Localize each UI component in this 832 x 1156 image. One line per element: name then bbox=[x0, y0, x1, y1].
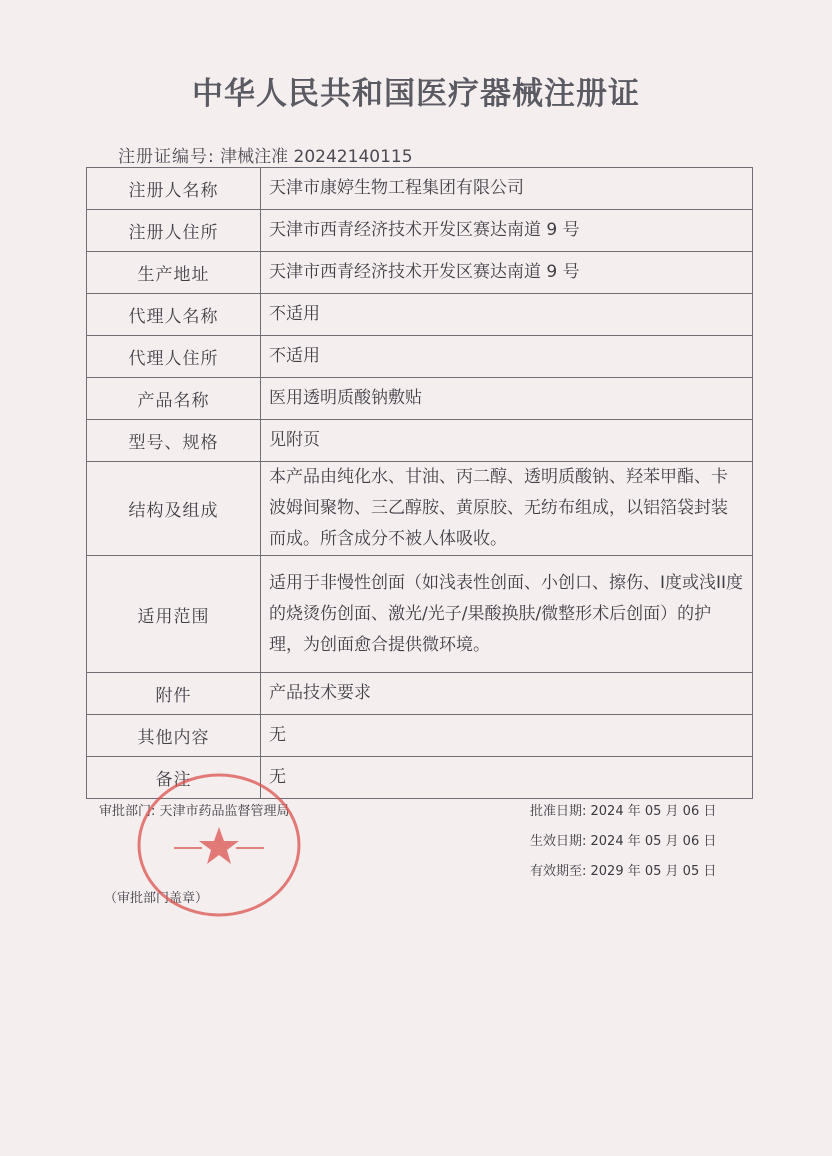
row-value: 不适用 bbox=[261, 294, 753, 336]
row-value: 天津市西青经济技术开发区赛达南道 9 号 bbox=[261, 252, 753, 294]
row-key: 产品名称 bbox=[87, 378, 261, 420]
registration-table bbox=[86, 167, 753, 799]
table-row bbox=[87, 715, 753, 757]
expiry-date: 有效期至: 2029 年 05 月 05 日 bbox=[530, 864, 717, 879]
table-row bbox=[87, 556, 753, 673]
row-key: 型号、规格 bbox=[87, 420, 261, 462]
row-value: 见附页 bbox=[261, 420, 753, 462]
row-key: 附件 bbox=[87, 673, 261, 715]
table-row bbox=[87, 378, 753, 420]
dates-block bbox=[530, 800, 716, 890]
row-key: 适用范围 bbox=[87, 556, 261, 673]
row-value: 医用透明质酸钠敷贴 bbox=[261, 378, 753, 420]
table-row bbox=[87, 673, 753, 715]
row-key: 注册人名称 bbox=[87, 168, 261, 210]
row-key: 注册人住所 bbox=[87, 210, 261, 252]
row-key: 生产地址 bbox=[87, 252, 261, 294]
table-row bbox=[87, 336, 753, 378]
effective-date: 生效日期: 2024 年 05 月 06 日 bbox=[530, 834, 717, 849]
approver-label: 审批部门: bbox=[99, 804, 156, 819]
approver-name: 天津市药品监督管理局 bbox=[159, 804, 290, 819]
row-value: 无 bbox=[261, 715, 753, 757]
row-key: 其他内容 bbox=[87, 715, 261, 757]
registration-number-label: 注册证编号: bbox=[118, 147, 215, 167]
table-row bbox=[87, 252, 753, 294]
row-value: 无 bbox=[261, 757, 753, 799]
document-title: 中华人民共和国医疗器械注册证 bbox=[192, 76, 640, 112]
row-value: 产品技术要求 bbox=[261, 673, 753, 715]
table-row bbox=[87, 294, 753, 336]
row-key: 代理人名称 bbox=[87, 294, 261, 336]
seal-star-icon bbox=[199, 827, 239, 864]
row-value: 天津市西青经济技术开发区赛达南道 9 号 bbox=[261, 210, 753, 252]
row-value: 适用于非慢性创面（如浅表性创面、小创口、擦伤、I度或浅II度的烧烫伤创面、激光/光子/果酸换肤/微整形术后创面）的护理，为创面愈合提供微环境。 bbox=[261, 556, 753, 673]
table-row bbox=[87, 210, 753, 252]
table-row bbox=[87, 168, 753, 210]
row-value: 不适用 bbox=[261, 336, 753, 378]
approval-date: 批准日期: 2024 年 05 月 06 日 bbox=[530, 804, 717, 819]
official-seal bbox=[134, 770, 304, 920]
table-row bbox=[87, 462, 753, 556]
row-key: 结构及组成 bbox=[87, 462, 261, 556]
registration-number-line bbox=[118, 142, 413, 167]
row-key: 代理人住所 bbox=[87, 336, 261, 378]
row-key: 备注 bbox=[87, 757, 261, 799]
registration-number: 津械注准 20242140115 bbox=[220, 147, 413, 167]
table-row bbox=[87, 420, 753, 462]
row-value: 本产品由纯化水、甘油、丙二醇、透明质酸钠、羟苯甲酯、卡波姆间聚物、三乙醇胺、黄原胶、无纺布组成，以铝箔袋封装而成。所含成分不被人体吸收。 bbox=[261, 462, 753, 556]
row-value: 天津市康婷生物工程集团有限公司 bbox=[261, 168, 753, 210]
seal-note: （审批部门盖章） bbox=[104, 891, 209, 906]
